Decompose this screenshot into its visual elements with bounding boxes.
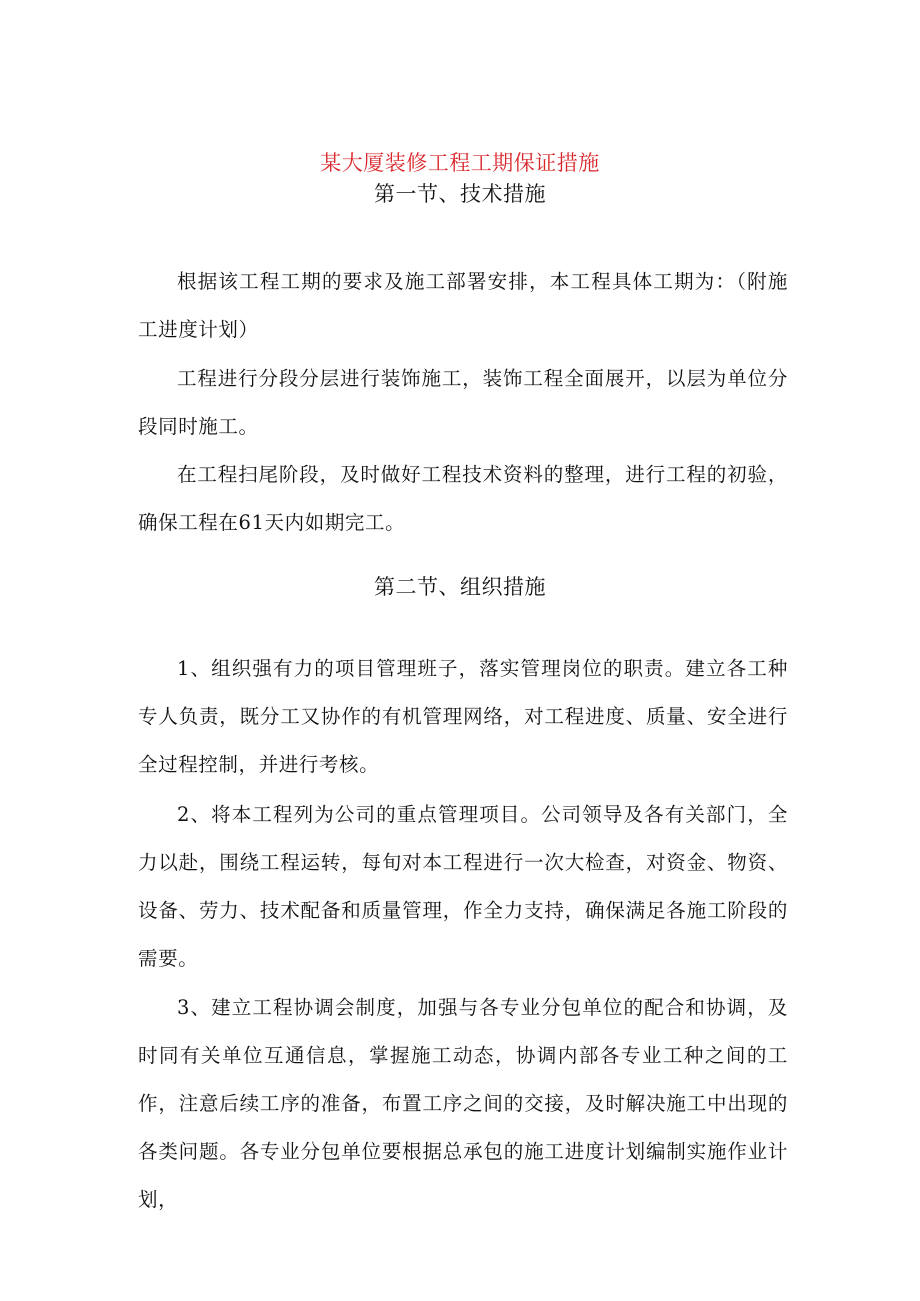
paragraph: 1、组织强有力的项目管理班子，落实管理岗位的职责。建立各工种专人负责，既分工又协作的有机管理网络，对工程进度、质量、安全进行全过程控制，并进行考核。 [138,657,788,776]
paragraph: 工程进行分段分层进行装饰施工，装饰工程全面展开，以层为单位分段同时施工。 [138,367,788,438]
document-title: 某大厦装修工程工期保证措施 [320,151,600,175]
section-heading-organizational-measures: 第二节、组织措施 [374,575,546,599]
paragraph: 在工程扫尾阶段，及时做好工程技术资料的整理，进行工程的初验，确保工程在61天内如期完工。 [138,463,788,534]
paragraph: 3、建立工程协调会制度，加强与各专业分包单位的配合和协调，及时同有关单位互通信息，掌握施工动态，协调内部各专业工种之间的工作，注意后续工序的准备，布置工序之间的交接，及时解决施工中出现的各类问题。各专业分包单位要根据总承包的施工进度计划编制实施作业计划， [138,996,788,1211]
section-heading-technical-measures: 第一节、技术措施 [374,182,546,206]
paragraph: 根据该工程工期的要求及施工部署安排，本工程具体工期为：（附施工进度计划） [138,270,788,341]
paragraph: 2、将本工程列为公司的重点管理项目。公司领导及各有关部门，全力以赴，围绕工程运转，每旬对本工程进行一次大检查，对资金、物资、设备、劳力、技术配备和质量管理，作全力支持，确保满足各施工阶段的需要。 [138,803,788,970]
